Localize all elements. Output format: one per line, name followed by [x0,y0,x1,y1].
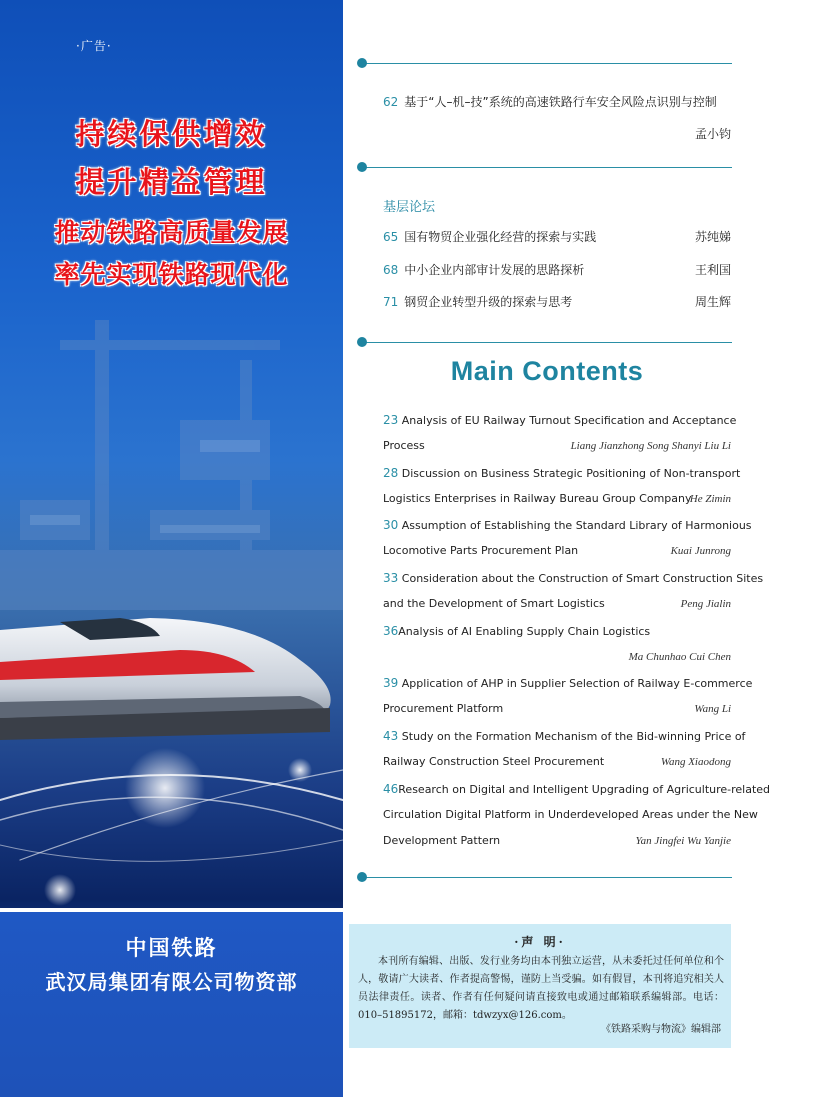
contents-page-number: 43 [383,729,399,743]
ad-slogan-2: 提升精益管理 [75,165,268,199]
ad-slogan-1: 持续保供增效 [75,117,268,151]
toc-page-number: 68 [383,263,399,277]
toc-page-number: 71 [383,295,399,309]
contents-author: Liang Jianzhong Song Shanyi Liu Li [570,440,731,452]
contents-item-33[interactable] [383,570,764,622]
contents-author: Kuai Junrong [670,545,731,557]
notice-title: ·声 明· [514,935,566,949]
contents-title-line: Application of AHP in Supplier Selection of Railway E-commerce [401,677,753,690]
contents-item-23[interactable] [383,412,737,464]
train-icon [0,618,331,740]
toc-page-number: 62 [383,95,399,109]
contents-title-line: Discussion on Business Strategic Positioning of Non-transport [401,467,741,480]
contents-page-number: 39 [383,676,399,690]
divider-dot [357,58,367,68]
contents-author: Wang Xiaodong [660,756,731,768]
ad-slogan-4: 率先实现铁路现代化 [54,260,289,289]
contents-title-line: Study on the Formation Mechanism of the Bid-winning Price of [401,730,746,743]
divider [362,63,732,64]
contents-title-line: Research on Digital and Intelligent Upgrading of Agriculture-related [398,783,771,796]
contents-item-36[interactable] [383,623,731,675]
toc-page-number: 65 [383,230,399,244]
toc-author: 苏纯娣 [694,230,731,244]
divider [362,342,732,343]
ad-slogan-3: 推动铁路高质量发展 [54,218,289,247]
contents-item-39[interactable] [383,675,753,727]
toc-item-62[interactable] [383,94,731,110]
ad-tag: ·广告· [76,39,112,53]
contents-title-line: Logistics Enterprises in Railway Bureau Group Company [383,492,692,505]
contents-title-line: and the Development of Smart Logistics [383,597,605,610]
section-title: 基层论坛 [383,200,436,215]
contents-item-46[interactable] [383,781,771,859]
toc-author: 王利国 [694,263,731,277]
divider-dot [357,872,367,882]
toc-author: 孟小钧 [694,127,731,141]
company-name-line-1: 中国铁路 [125,936,218,960]
contents-page-number: 46 [383,782,399,796]
toc-title: 国有物贸企业强化经营的探索与实践 [404,230,597,244]
contents-author: Yan Jingfei Wu Yanjie [635,835,731,847]
contents-page-number: 23 [383,413,399,427]
divider-dot [357,337,367,347]
advertisement-panel [0,0,343,1097]
toc-title: 钢贸企业转型升级的探索与思考 [404,295,573,309]
contents-title-line: Analysis of AI Enabling Supply Chain Logistics [398,625,651,638]
contents-page-number: 33 [383,571,399,585]
contents-item-43[interactable] [383,728,746,780]
toc-item-68[interactable] [383,262,731,278]
contents-title-line: Circulation Digital Platform in Underdeveloped Areas under the New [383,808,758,821]
contents-item-30[interactable] [383,517,752,569]
notice-box [349,924,731,1048]
contents-title-line: Assumption of Establishing the Standard Library of Harmonious [401,519,752,532]
contents-title-line: Consideration about the Construction of Smart Construction Sites [401,572,764,585]
notice-signature: 《铁路采购与物流》编辑部 [601,1024,721,1035]
notice-body: 本刊所有编辑、出版、发行业务均由本刊独立运营，从未委托过任何单位和个人，敬请广大读者、作者提高警惕，谨防上当受骗。如有假冒，本刊将追究相关人员法律责任。读者、作者有任何疑问请直接致电或通过邮箱联系编辑部。电话：010–51895172，邮箱：tdwzyx@126.com。 [358,956,724,1021]
high-speed-train-illustration [0,300,343,910]
toc-title: 基于“人–机–技”系统的高速铁路行车安全风险点识别与控制 [404,95,717,109]
contents-author: Peng Jialin [680,598,731,610]
contents-title-line: Development Pattern [383,834,501,847]
toc-item-71[interactable] [383,294,731,310]
contents-title-line: Process [383,439,425,452]
divider [362,167,732,168]
toc-title: 中小企业内部审计发展的思路探析 [404,263,585,277]
contents-author: Wang Li [694,703,731,715]
contents-title-line: Locomotive Parts Procurement Plan [383,544,579,557]
contents-title-line: Railway Construction Steel Procurement [383,755,605,768]
ad-company-banner [0,908,343,1097]
company-name-line-2: 武汉局集团有限公司物资部 [45,970,298,994]
contents-page-number: 28 [383,466,399,480]
divider-dot [357,162,367,172]
divider [362,877,732,878]
contents-author: Ma Chunhao Cui Chen [628,651,731,663]
contents-page-number: 30 [383,518,399,532]
contents-title-line: Procurement Platform [383,702,504,715]
contents-item-28[interactable] [383,465,741,517]
toc-item-65[interactable] [383,229,731,245]
contents-page-number: 36 [383,624,399,638]
main-contents-heading: Main Contents [450,356,644,386]
contents-author: He Zimin [689,493,731,505]
toc-author: 周生辉 [694,295,731,309]
contents-title-line: Analysis of EU Railway Turnout Specification and Acceptance [401,414,737,427]
